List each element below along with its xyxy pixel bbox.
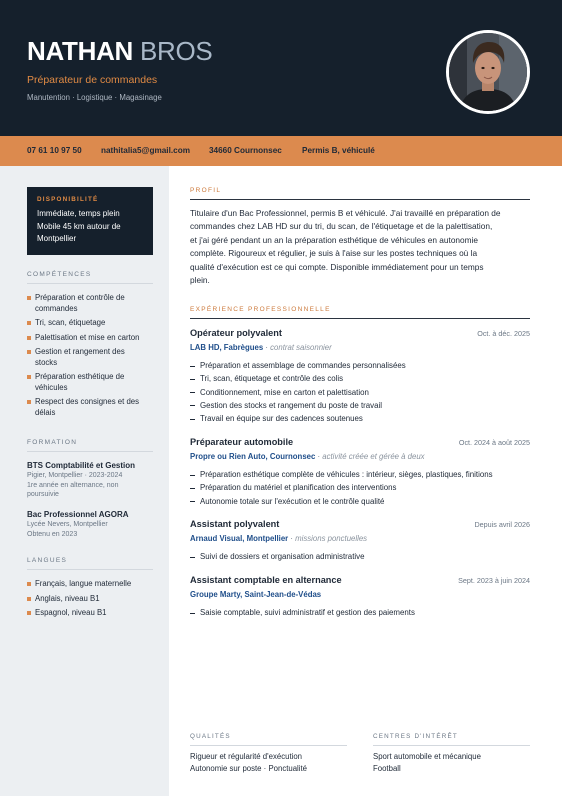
skill-text: Préparation esthétique de	[35, 372, 125, 381]
job-task-text: Autonomie totale sur l'exécution et le contrôle qualité	[200, 496, 385, 506]
square-bullet-icon	[27, 582, 31, 586]
job-task	[190, 550, 530, 563]
job-task-text: Tri, scan, étiquetage et contrôle des colis	[200, 374, 344, 384]
education-title: FORMATION	[27, 439, 153, 452]
job-task-text: Suivi de dossiers et organisation administrative	[200, 552, 365, 561]
skill-text: Respect des consignes et des	[35, 397, 140, 406]
language-item	[27, 594, 153, 605]
interest-line: Sport automobile et mécanique	[373, 752, 481, 761]
job-task-text: Saisie comptable, suivi administratif et gestion des paiements	[200, 608, 415, 617]
profile-line: complète. Rigoureux et régulier, je suis à l'aise sur les postes techniques où la	[190, 248, 478, 259]
job-entry	[190, 519, 530, 563]
job-contract-type: missions ponctuelles	[295, 534, 368, 543]
job-entry	[190, 437, 530, 508]
profile-photo-image	[449, 33, 527, 111]
education-item	[27, 460, 153, 500]
job-task-text: Conditionnement, mise en carton et palettisation	[200, 387, 369, 397]
availability-line: Immédiate, temps plein	[37, 209, 120, 218]
availability-line: Montpellier	[37, 234, 77, 243]
skill-item	[27, 333, 153, 344]
profile-summary	[190, 207, 532, 287]
language-text: Espagnol, niveau B1	[35, 608, 107, 617]
job-task	[190, 359, 530, 372]
skill-text: Tri, scan, étiquetage	[35, 318, 106, 327]
job-role: Préparateur de commandes	[27, 74, 158, 86]
job-task	[190, 495, 530, 508]
job-company-line: Arnaud Visual, Montpellier · missions ponctuelles	[190, 534, 368, 543]
dash-bullet-icon	[190, 501, 195, 502]
job-title: Assistant polyvalent	[190, 519, 280, 529]
job-task	[190, 606, 530, 619]
job-entry	[190, 328, 530, 425]
job-company-line: LAB HD, Fabrègues · contrat saisonnier	[190, 343, 332, 352]
dash-bullet-icon	[190, 613, 195, 614]
quality-line: Autonomie sur poste · Ponctualité	[190, 764, 308, 773]
profile-line: commandes chez LAB HD sur du tri, du scan, de l'étiquetage et de la palettisation,	[190, 221, 493, 232]
contact-bar	[0, 136, 562, 166]
square-bullet-icon	[27, 321, 31, 325]
profile-line: plein.	[190, 275, 210, 286]
job-title: Assistant comptable en alternance	[190, 575, 342, 585]
language-item	[27, 608, 153, 619]
job-task	[190, 399, 530, 412]
language-text: Anglais, niveau B1	[35, 593, 100, 603]
job-company: Arnaud Visual, Montpellier	[190, 534, 289, 543]
availability-line: Mobile 45 km autour de	[37, 221, 121, 231]
square-bullet-icon	[27, 611, 31, 615]
job-tasks	[190, 606, 530, 619]
availability-box	[27, 187, 153, 255]
square-bullet-icon	[27, 375, 31, 379]
job-task-text: Préparation esthétique complète de véhicules : intérieur, sièges, plastiques, finitions	[200, 470, 493, 479]
job-contract-type: activité créée et gérée à deux	[322, 452, 425, 461]
education-degree: BTS Comptabilité et Gestion	[27, 461, 136, 470]
job-date: Oct. 2024 à août 2025	[458, 438, 530, 447]
language-item	[27, 579, 153, 590]
square-bullet-icon	[27, 336, 31, 340]
job-task-text: Préparation du matériel et planification des interventions	[200, 483, 397, 493]
job-task	[190, 372, 530, 385]
profile-title: PROFIL	[190, 187, 530, 200]
dash-bullet-icon	[190, 366, 195, 367]
job-entry	[190, 575, 530, 619]
job-title: Opérateur polyvalent	[190, 328, 282, 338]
skills-list	[27, 293, 153, 422]
profile-line: Titulaire d'un Bac Professionnel, permis B et véhiculé. J'ai travaillé en préparation de	[190, 208, 501, 218]
job-company: Propre ou Rien Auto, Cournonsec	[190, 452, 316, 461]
square-bullet-icon	[27, 296, 31, 300]
skill-text: Gestion et rangement des	[35, 347, 125, 356]
contact-email[interactable]: nathitalia5@gmail.com	[101, 146, 190, 155]
job-date: Sept. 2023 à juin 2024	[458, 576, 530, 585]
square-bullet-icon	[27, 400, 31, 404]
profile-line: et j'ai géré pendant un an la préparation esthétique de véhicules en autonomie	[190, 234, 479, 245]
availability-title: DISPONIBILITÉ	[37, 196, 99, 203]
job-company-line	[190, 589, 530, 600]
header	[0, 0, 562, 136]
job-task	[190, 481, 530, 494]
job-contract-type: contrat saisonnier	[270, 343, 332, 352]
qualities-title: QUALITÉS	[190, 733, 347, 746]
job-task-text: Gestion des stocks et rangement du poste de travail	[200, 400, 383, 410]
job-task-text: Préparation et assemblage de commandes personnalisées	[200, 361, 406, 370]
full-name	[27, 36, 212, 67]
education-detail: 1re année en alternance, non	[27, 481, 119, 489]
tagline: Manutention · Logistique · Magasinage	[27, 93, 162, 102]
experience-title: EXPÉRIENCE PROFESSIONNELLE	[190, 306, 530, 319]
skill-item	[27, 293, 153, 314]
skill-item	[27, 372, 153, 393]
skill-text: délais	[35, 407, 56, 417]
square-bullet-icon	[27, 350, 31, 354]
skill-item	[27, 318, 153, 329]
interests-title: CENTRES D'INTÉRÊT	[373, 733, 530, 746]
skill-item	[27, 397, 153, 418]
interest-line: Football	[373, 764, 401, 773]
education-detail: Lycée Nevers, Montpellier	[27, 521, 108, 528]
job-company: Groupe Marty, Saint-Jean-de-Védas	[190, 590, 322, 599]
skill-text: stocks	[35, 357, 58, 367]
skill-text: Préparation et contrôle de	[35, 293, 125, 302]
education-detail: Pigier, Montpellier · 2023-2024	[27, 472, 123, 479]
job-task-text: Travail en équipe sur des cadences soutenues	[200, 414, 363, 424]
contact-phone[interactable]: 07 61 10 97 50	[27, 146, 82, 155]
square-bullet-icon	[27, 597, 31, 601]
dash-bullet-icon	[190, 488, 195, 489]
job-tasks	[190, 359, 530, 425]
job-date: Depuis avril 2026	[474, 520, 530, 529]
education-detail: poursuivie	[27, 491, 59, 498]
job-task	[190, 386, 530, 399]
quality-line: Rigueur et régularité d'exécution	[190, 752, 303, 761]
job-task	[190, 468, 530, 481]
skill-text: véhicules	[35, 382, 68, 392]
first-name: NATHAN	[27, 36, 134, 66]
education-degree: Bac Professionnel AGORA	[27, 510, 129, 519]
dash-bullet-icon	[190, 475, 195, 476]
education-item	[27, 509, 153, 539]
skill-item	[27, 347, 153, 368]
job-date: Oct. à déc. 2025	[477, 329, 530, 338]
job-title: Préparateur automobile	[190, 437, 294, 447]
dash-bullet-icon	[190, 557, 195, 558]
skill-text: Palettisation et mise en carton	[35, 332, 140, 342]
profile-line: qualité d'exécution est ce qui compte. Disponible immédiatement pour un temps	[190, 261, 484, 272]
dash-bullet-icon	[190, 405, 195, 406]
dash-bullet-icon	[190, 379, 195, 380]
job-company-line: Propre ou Rien Auto, Cournonsec · activité créée et gérée à deux	[190, 452, 425, 461]
job-tasks	[190, 550, 530, 563]
job-task	[190, 412, 530, 425]
profile-photo	[446, 30, 530, 114]
job-tasks	[190, 468, 530, 508]
contact-location: 34660 Cournonsec	[209, 146, 282, 155]
dash-bullet-icon	[190, 419, 195, 420]
contact-license: Permis B, véhiculé	[302, 146, 375, 155]
last-name: BROS	[139, 36, 213, 66]
skills-title: COMPÉTENCES	[27, 271, 153, 284]
languages-title: LANGUES	[27, 557, 153, 570]
language-text: Français, langue maternelle	[35, 579, 132, 588]
job-company: LAB HD, Fabrègues	[190, 343, 264, 352]
skill-text: commandes	[35, 303, 78, 313]
education-detail: Obtenu en 2023	[27, 530, 78, 538]
dash-bullet-icon	[190, 392, 195, 393]
languages-list	[27, 579, 153, 623]
